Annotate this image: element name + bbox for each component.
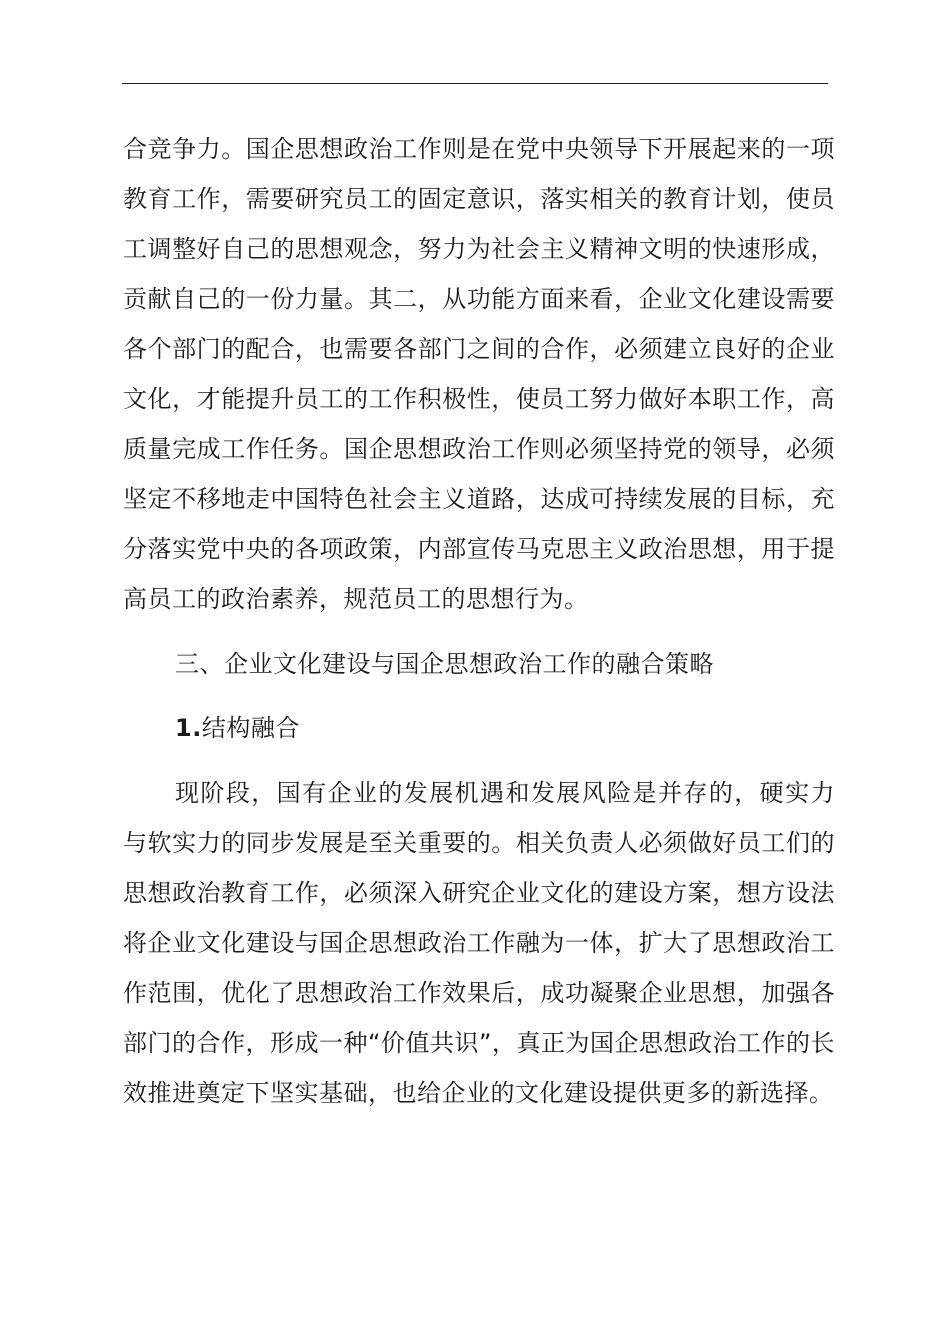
document-body xyxy=(123,124,835,1118)
body-paragraph: 现阶段，国有企业的发展机遇和发展风险是并存的，硬实力与软实力的同步发展是至关重要的。相关负责人必须做好员工们的思想政治教育工作，必须深入研究企业文化的建设方案，想方设法将企业文化建设与国企思想政治工作融为一体，扩大了思想政治工作范围，优化了思想政治工作效果后，成功凝聚企业思想，加强各部门的合作，形成一种“价值共识”，真正为国企思想政治工作的长效推进奠定下坚实基础，也给企业的文化建设提供更多的新选择。 xyxy=(123,779,835,1107)
subsection-title: 结构融合 xyxy=(201,714,300,742)
subsection-heading xyxy=(123,703,835,753)
header-rule xyxy=(122,83,828,84)
section-heading: 三、企业文化建设与国企思想政治工作的融合策略 xyxy=(175,650,714,678)
subsection-number: 1. xyxy=(175,714,202,742)
body-paragraph-continued: 合竞争力。国企思想政治工作则是在党中央领导下开展起来的一项教育工作，需要研究员工的固定意识，落实相关的教育计划，使员工调整好自己的思想观念，努力为社会主义精神文明的快速形成，贡献自己的一份力量。其二，从功能方面来看，企业文化建设需要各个部门的配合，也需要各部门之间的合作，必须建立良好的企业文化，才能提升员工的工作积极性，使员工努力做好本职工作，高质量完成工作任务。国企思想政治工作则必须坚持党的领导，必须坚定不移地走中国特色社会主义道路，达成可持续发展的目标，充分落实党中央的各项政策，内部宣传马克思主义政治思想，用于提高员工的政治素养，规范员工的思想行为。 xyxy=(123,135,835,613)
